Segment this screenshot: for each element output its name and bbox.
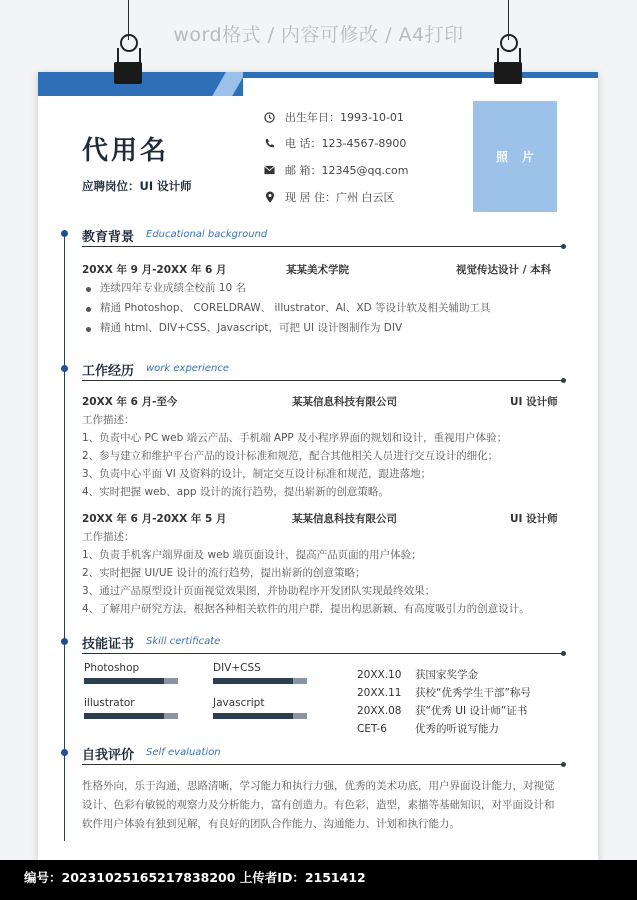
info-birthdate bbox=[264, 109, 404, 125]
job2-line: 4、了解用户研究方法，根据各种相关软件的用户群，提出构思新颖、有高度吸引力的创意设计。 bbox=[82, 603, 530, 615]
section-title-en-work: work experience bbox=[146, 363, 229, 374]
job2-date: 20XX 年 6 月-20XX 年 5 月 bbox=[82, 513, 227, 525]
skill-bar bbox=[84, 678, 178, 684]
job2-company: 某某信息科技有限公司 bbox=[292, 513, 397, 525]
edu-item: 精通 Photoshop、 CORELDRAW、 illustrator、AI、XD 等设计软及相关辅助工具 bbox=[100, 302, 491, 314]
edu-school: 某某美术学院 bbox=[286, 264, 349, 276]
edu-item: 精通 html、DIV+CSS、Javascript，可把 UI 设计图制作为 DIV bbox=[100, 322, 403, 334]
job2-role: UI 设计师 bbox=[510, 513, 558, 525]
phone-icon bbox=[264, 138, 275, 149]
honor-text: 优秀的听说写能力 bbox=[415, 723, 499, 735]
edu-major: 视觉传达设计 / 本科 bbox=[456, 264, 552, 276]
job1-role: UI 设计师 bbox=[510, 396, 558, 408]
job2-desc-label: 工作描述： bbox=[82, 531, 135, 543]
section-end-dot bbox=[561, 651, 566, 656]
info-email bbox=[264, 162, 408, 178]
section-title-education: 教育背景 bbox=[82, 230, 135, 245]
honor-item bbox=[357, 685, 531, 700]
bullet-icon bbox=[86, 327, 91, 332]
honor-date: 20XX.10 bbox=[357, 669, 402, 681]
section-dot-work bbox=[61, 365, 68, 372]
section-end-dot bbox=[561, 244, 566, 249]
section-end-dot bbox=[561, 378, 566, 383]
location-icon bbox=[264, 192, 275, 203]
section-title-work: 工作经历 bbox=[82, 364, 135, 379]
section-line-evaluation bbox=[82, 764, 564, 765]
honor-date: CET-6 bbox=[357, 723, 387, 735]
skill-bar bbox=[84, 713, 178, 719]
job1-desc-label: 工作描述： bbox=[82, 414, 135, 426]
honor-item bbox=[357, 667, 478, 682]
honor-item bbox=[357, 703, 527, 718]
info-birthdate-text: 出生年日：1993-10-01 bbox=[285, 111, 404, 124]
honor-date: 20XX.11 bbox=[357, 687, 402, 699]
info-phone-text: 电 话：123-4567-8900 bbox=[285, 137, 407, 150]
resume-page bbox=[38, 72, 598, 860]
job1-line: 1、负责中心 PC web 端云产品、手机端 APP 及小程序界面的规划和设计，重视用户体验； bbox=[82, 432, 508, 444]
candidate-name: 代用名 bbox=[82, 136, 170, 166]
footer-text: 编号：20231025165217838200 上传者ID：2151412 bbox=[24, 870, 366, 885]
skill-bar bbox=[213, 713, 307, 719]
section-dot-skills bbox=[61, 638, 68, 645]
skill-bar bbox=[213, 678, 307, 684]
skill-name: illustrator bbox=[84, 697, 135, 709]
job1-company: 某某信息科技有限公司 bbox=[292, 396, 397, 408]
section-end-dot bbox=[561, 762, 566, 767]
honor-text: 获校“优秀学生干部”称号 bbox=[415, 687, 531, 699]
honor-date: 20XX.08 bbox=[357, 705, 402, 717]
section-line-work bbox=[82, 380, 564, 381]
honor-item bbox=[357, 721, 499, 736]
info-location-text: 现 居 住：广州 白云区 bbox=[285, 191, 395, 204]
section-title-evaluation: 自我评价 bbox=[82, 748, 135, 763]
honor-text: 获“优秀 UI 设计师”证书 bbox=[415, 705, 528, 717]
info-email-text: 邮 箱：12345@qq.com bbox=[285, 164, 409, 177]
section-line-education bbox=[82, 246, 564, 247]
top-caption: word格式 / 内容可修改 / A4打印 bbox=[173, 24, 464, 46]
info-phone bbox=[264, 135, 406, 151]
clock-icon bbox=[264, 112, 275, 123]
section-line-skills bbox=[82, 653, 564, 654]
section-title-en-skills: Skill certificate bbox=[146, 636, 221, 647]
evaluation-text: 性格外向，乐于沟通，思路清晰，学习能力和执行力强，优秀的美术功底，用户界面设计能力，对视觉设计、色彩有敏锐的观察力及分析能力，富有创造力。有色彩，造型，素描等基础知识，对平面设计和软件用户体验有独到见解，有良好的团队合作能力、沟通能力、计划和执行能力。 bbox=[82, 780, 555, 830]
job1-line: 4、实时把握 web、app 设计的流行趋势，提出崭新的创意策略。 bbox=[82, 486, 389, 498]
job1-line: 3、负责中心平面 VI 及资料的设计，制定交互设计标准和规范，跟进落地； bbox=[82, 468, 432, 480]
skill-name: Javascript bbox=[213, 697, 265, 709]
job1-date: 20XX 年 6 月-至今 bbox=[82, 396, 178, 408]
section-dot-evaluation bbox=[61, 749, 68, 756]
footer-bar bbox=[0, 860, 637, 900]
section-title-en-evaluation: Self evaluation bbox=[146, 747, 221, 758]
honor-text: 获国家奖学金 bbox=[415, 669, 478, 681]
edu-date: 20XX 年 9 月-20XX 年 6 月 bbox=[82, 264, 227, 276]
photo-placeholder: 照片 bbox=[473, 101, 557, 212]
mail-icon bbox=[264, 165, 275, 176]
skill-name: DIV+CSS bbox=[213, 662, 261, 674]
job2-line: 1、负责手机客户端界面及 web 端页面设计，提高产品页面的用户体验； bbox=[82, 549, 422, 561]
section-dot-education bbox=[61, 230, 68, 237]
position-label: 应聘岗位：UI 设计师 bbox=[82, 179, 192, 193]
skill-name: Photoshop bbox=[84, 662, 140, 674]
binder-clip-left bbox=[114, 34, 142, 84]
bullet-icon bbox=[86, 307, 91, 312]
info-location bbox=[264, 189, 395, 205]
section-title-skills: 技能证书 bbox=[82, 637, 135, 652]
edu-item: 连续四年专业成绩全校前 10 名 bbox=[100, 282, 247, 294]
header-band-line bbox=[243, 72, 598, 78]
binder-clip-right bbox=[494, 34, 522, 84]
job2-line: 2、实时把握 UI/UE 设计的流行趋势，提出崭新的创意策略； bbox=[82, 567, 366, 579]
job1-line: 2、参与建立和维护平台产品的设计标准和规范，配合其他相关人员进行交互设计的细化； bbox=[82, 450, 499, 462]
section-title-en-education: Educational background bbox=[146, 229, 268, 240]
bullet-icon bbox=[86, 287, 91, 292]
job2-line: 3、通过产品原型设计页面视觉效果图，并协助程序开发团队实现最终效果； bbox=[82, 585, 436, 597]
